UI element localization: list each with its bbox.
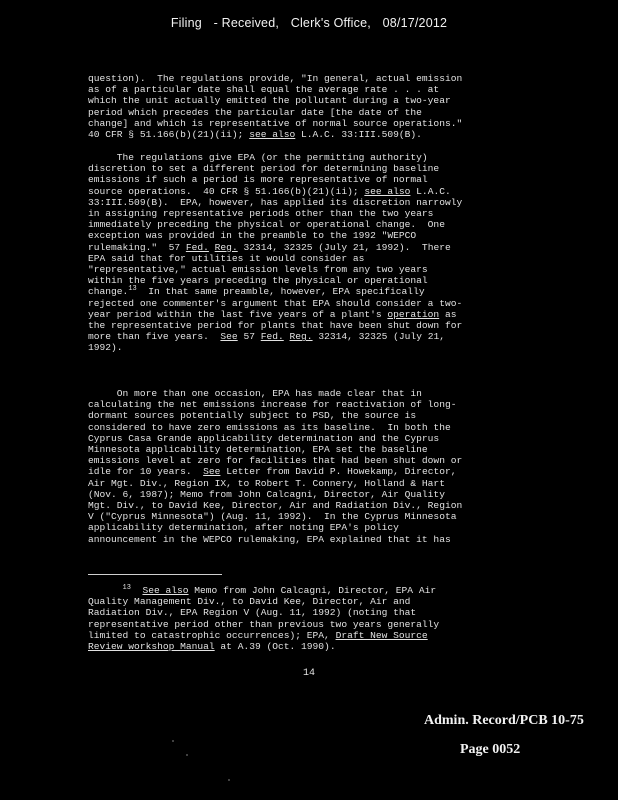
scan-speck — [172, 740, 174, 742]
footnote-text: at A.39 (Oct. 1990). — [214, 641, 336, 653]
text-line — [88, 630, 516, 641]
fed-reg-citation: Fed. — [260, 331, 284, 343]
scan-speck — [186, 754, 188, 756]
lac-citation: L.A.C. — [410, 185, 451, 197]
text-line: discretion to set a different period for determining baseline — [88, 163, 440, 175]
record-page-stamp: Page 0052 — [460, 742, 521, 757]
paragraph-2 — [88, 152, 516, 354]
text-line — [88, 286, 516, 297]
text-line: exception was provided in the preamble to the 1992 "WEPCO — [88, 230, 417, 242]
change-text: In that same preamble, however, EPA specifically — [136, 286, 425, 298]
text-line: 1992). — [88, 342, 123, 354]
clerk-office-label: Clerk's Office, — [290, 16, 371, 30]
draft-manual-title: Draft New Source — [335, 629, 428, 641]
scan-speck — [228, 779, 230, 781]
text-line: in assigning representative periods other than the two years — [88, 208, 434, 220]
citation-text: 32314, 32325 (July 21, — [312, 331, 445, 343]
text-line — [88, 331, 516, 342]
more-than-text: more than five years. — [88, 331, 221, 343]
see-also-signal: see also — [364, 185, 411, 197]
text-line: EPA said that for utilities it would consider as — [88, 252, 365, 264]
text-line: dormant sources potentially subject to PSD, the source is — [88, 410, 417, 422]
text-line: period which precedes the particular date [the date of the — [88, 106, 422, 118]
text-line — [88, 309, 516, 320]
text-line — [88, 466, 516, 477]
text-line: emissions level at zero for facilities that had been shut down or — [88, 455, 463, 467]
see-also-signal: See also — [142, 585, 189, 596]
page-number: 14 — [302, 668, 315, 679]
text-line — [88, 242, 516, 253]
year-period-text: year period within the last five years of a plant's — [88, 308, 388, 320]
footnote-reference[interactable]: 13 — [128, 285, 137, 294]
text-line — [88, 585, 516, 596]
footnote-13 — [88, 585, 516, 652]
idle-text: idle for 10 years. — [88, 466, 204, 478]
text-line: the representative period for plants that have been shut down for — [88, 320, 463, 332]
see-signal: See — [220, 331, 238, 343]
fed-reg-citation: Reg. — [214, 241, 238, 253]
filing-date: 08/17/2012 — [382, 16, 448, 30]
text-line: Air Mgt. Div., Region IX, to Robert T. Connery, Holland & Hart — [88, 477, 445, 489]
text-line — [88, 641, 516, 652]
text-line: rejected one commenter's argument that EPA should consider a two- — [88, 297, 463, 309]
text-line: Mgt. Div., to David Kee, Director, Air and Radiation Div., Region — [88, 500, 463, 512]
text-line: Quality Management Div., to David Kee, Director, Air and — [88, 596, 411, 608]
text-line: within the five years preceding the physical or operational — [88, 275, 428, 287]
text-line: "representative," actual emission levels from any two years — [88, 264, 428, 276]
citation-text: 57 — [237, 331, 261, 343]
admin-record-stamp: Admin. Record/PCB 10-75 — [424, 713, 584, 728]
text-line: Radiation Div., EPA Region V (Aug. 11, 1992) (noting that — [88, 607, 417, 619]
text-line: calculating the net emissions increase for reactivation of long- — [88, 399, 457, 411]
operation-word: operation — [387, 308, 440, 320]
fed-reg-citation: Fed. — [185, 241, 209, 253]
see-also-signal: see also — [249, 129, 296, 141]
text-line: On more than one occasion, EPA has made clear that in — [88, 388, 422, 399]
change-text: change. — [88, 286, 129, 298]
text-line: (Nov. 6, 1987); Memo from John Calcagni, Director, Air Quality — [88, 488, 445, 500]
draft-manual-title: Review workshop Manual — [88, 641, 215, 653]
paragraph-1 — [88, 73, 516, 140]
text-line: applicability determination, after noting EPA's policy — [88, 522, 399, 534]
text-line: change] and which is representative of normal source operations." — [88, 117, 463, 129]
idle-text: Letter from David P. Howekamp, Director, — [220, 466, 457, 478]
text-line: considered to have zero emissions as its baseline. In both the — [88, 421, 451, 433]
rulemaking-text: rulemaking." 57 — [88, 241, 186, 253]
filing-stamp — [0, 16, 618, 30]
text-line — [88, 186, 516, 197]
see-signal: See — [203, 466, 221, 478]
text-line: as of a particular date shall equal the average rate . . . at — [88, 84, 440, 96]
text-line — [88, 129, 516, 140]
text-line: V ("Cyprus Minnesota") (Aug. 11, 1992). In the Cyprus Minnesota — [88, 511, 457, 523]
rulemaking-text: 32314, 32325 (July 21, 1992). There — [237, 241, 451, 253]
filing-label: Filing — [170, 16, 202, 30]
fed-reg-citation: Reg. — [289, 331, 313, 343]
lac-citation: L.A.C. 33:III.509(B). — [295, 129, 422, 141]
footnote-text: Memo from John Calcagni, Director, EPA Air — [188, 585, 437, 596]
cfr-citation: source operations. 40 CFR § 51.166(b)(21)(ii); — [88, 185, 365, 197]
text-line: immediately preceding the physical or operational change. One — [88, 219, 445, 231]
paragraph-3 — [88, 388, 516, 545]
text-line: Cyprus Casa Grande applicability determination and the Cyprus — [88, 432, 440, 444]
text-line: 33:III.509(B). EPA, however, has applied its discretion narrowly — [88, 196, 463, 208]
text-line: which the unit actually emitted the pollutant during a two-year — [88, 95, 451, 107]
cfr-citation: 40 CFR § 51.166(b)(21)(ii); — [88, 129, 250, 141]
text-line: Minnesota applicability determination, EPA set the baseline — [88, 444, 428, 456]
year-period-text: as — [439, 308, 457, 320]
footnote-number: 13 — [122, 583, 131, 592]
text-line: question). The regulations provide, "In general, actual emission — [88, 73, 463, 84]
text-line: emissions if such a period is more representative of normal — [88, 174, 428, 186]
received-label: - Received, — [213, 16, 280, 30]
footnote-divider — [88, 574, 222, 575]
text-line: announcement in the WEPCO rulemaking, EPA explained that it has — [88, 533, 451, 545]
footnote-text: limited to catastrophic occurrences); EPA, — [88, 629, 336, 641]
text-line: The regulations give EPA (or the permitting authority) — [88, 152, 428, 163]
text-line: representative period other than previous two years generally — [88, 618, 440, 630]
